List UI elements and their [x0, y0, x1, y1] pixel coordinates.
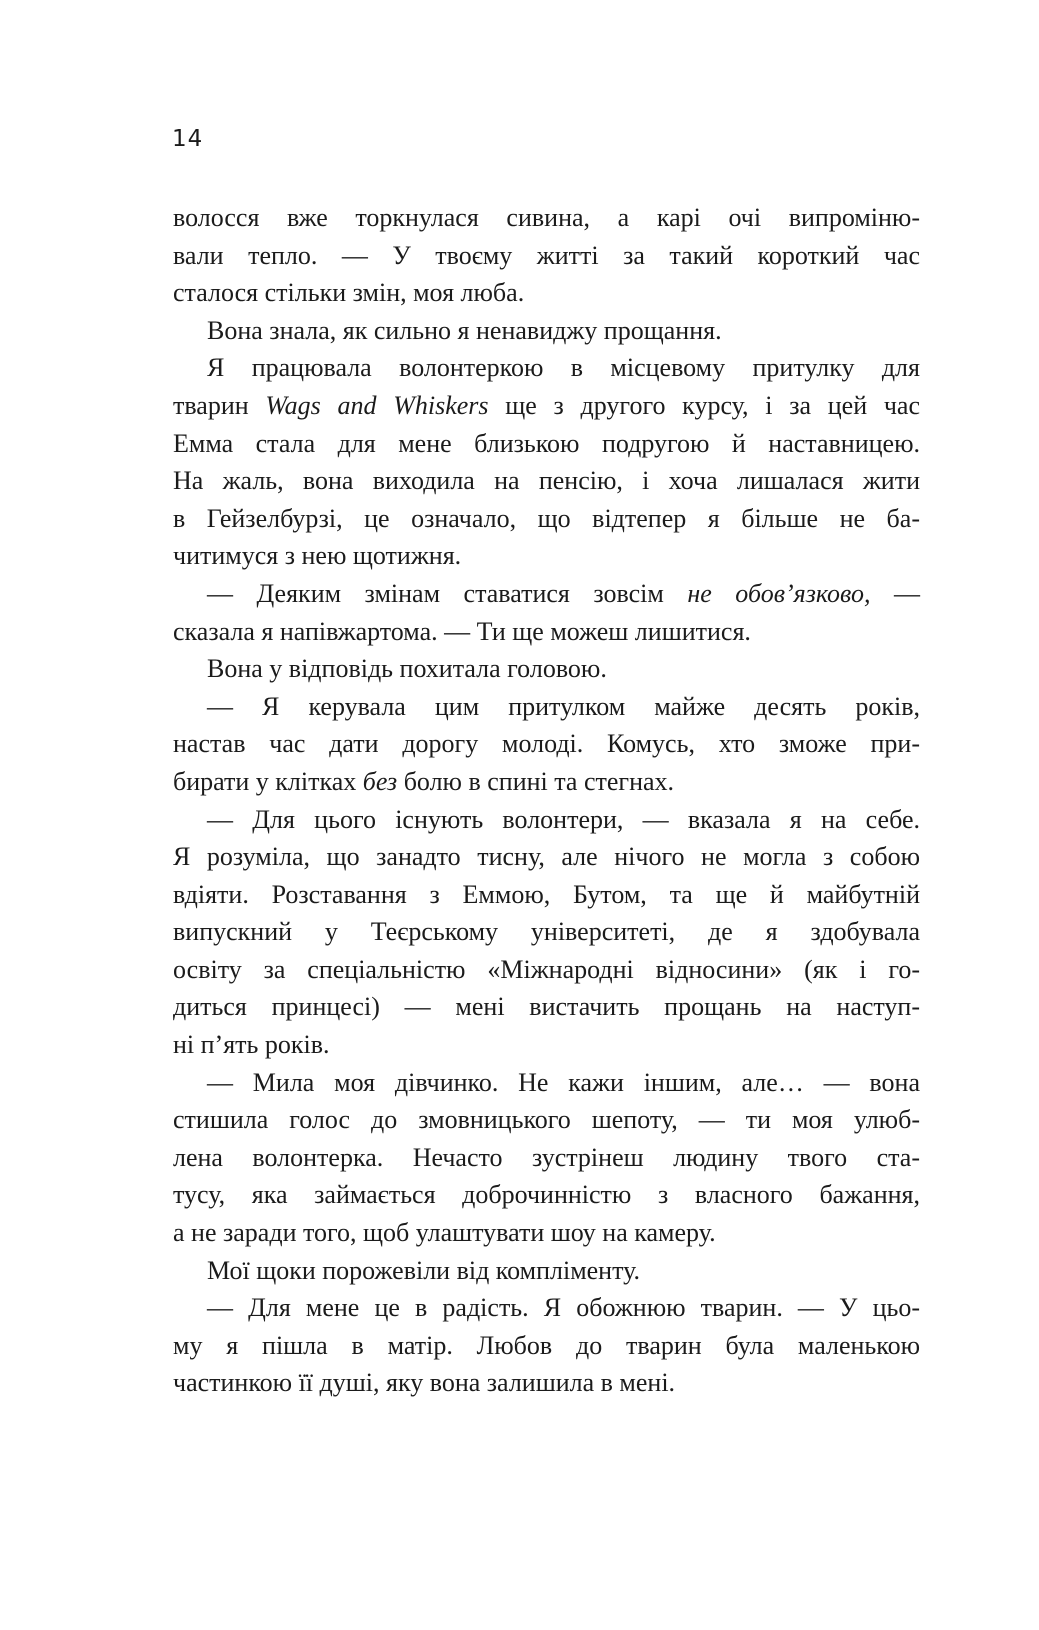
text-line — [173, 1026, 920, 1064]
text-segment: — — [870, 578, 920, 608]
text-segment: стишила голос до змовницького шепоту, — ти моя улюб- — [173, 1105, 920, 1135]
text-segment: випускний у Теєрському університеті, де я здобувала — [173, 917, 920, 947]
text-line — [173, 312, 920, 350]
text-segment: лена волонтерка. Нечасто зустрінеш людину твого ста- — [173, 1142, 920, 1172]
text-segment: Емма стала для мене близькою подругою й наставницею. — [173, 428, 920, 458]
italic-text-segment: не обов’язково, — [687, 578, 871, 608]
text-line — [173, 349, 920, 387]
text-line — [173, 763, 920, 801]
text-line — [173, 537, 920, 575]
text-segment: освіту за спеціальністю «Міжнародні відносини» (як і го- — [173, 954, 920, 984]
text-line — [173, 988, 920, 1026]
text-segment: — Деяким змінам ставатися зовсім — [207, 578, 688, 608]
text-block — [173, 199, 920, 1402]
text-segment: — Я керувала цим притулком майже десять років, — [207, 691, 920, 721]
text-line — [173, 951, 920, 989]
paragraph — [173, 650, 920, 688]
text-segment: Мої щоки порожевіли від компліменту. — [207, 1255, 641, 1285]
text-segment: болю в спині та стегнах. — [397, 766, 675, 796]
text-line — [173, 613, 920, 651]
paragraph — [173, 199, 920, 312]
text-line — [173, 801, 920, 839]
text-line — [173, 1364, 920, 1402]
text-line — [173, 1139, 920, 1177]
text-segment: частинкою її душі, яку вона залишила в мені. — [173, 1368, 676, 1398]
paragraph — [173, 1289, 920, 1402]
text-segment: сказала я напівжартома. — Ти ще можеш лишитися. — [173, 616, 751, 646]
paragraph — [173, 349, 920, 575]
text-line — [173, 274, 920, 312]
text-line — [173, 876, 920, 914]
text-segment: му я пішла в матір. Любов до тварин була маленькою — [173, 1330, 920, 1360]
text-segment: Я працювала волонтеркою в місцевому притулку для — [207, 353, 920, 383]
text-segment: ще з другого курсу, і за цей час — [488, 390, 920, 420]
text-segment: — Для мене це в радість. Я обожнюю тварин. — У цьо- — [207, 1293, 920, 1323]
text-segment: бирати у клітках — [173, 766, 363, 796]
text-segment: ні п’ять років. — [173, 1030, 330, 1060]
paragraph — [173, 575, 920, 650]
text-line — [173, 199, 920, 237]
page-number: 14 — [172, 126, 204, 152]
text-line — [173, 913, 920, 951]
text-segment: тусу, яка займається доброчинністю з власного бажання, — [173, 1180, 920, 1210]
paragraph — [173, 1252, 920, 1290]
text-segment: Вона у відповідь похитала головою. — [207, 654, 607, 684]
text-line — [173, 688, 920, 726]
text-segment: читимуся з нею щотижня. — [173, 541, 462, 571]
text-line — [173, 838, 920, 876]
text-line — [173, 500, 920, 538]
text-line — [173, 387, 920, 425]
text-segment: На жаль, вона виходила на пенсію, і хоча лишалася жити — [173, 466, 920, 496]
text-segment: а не заради того, щоб улаштувати шоу на камеру. — [173, 1218, 716, 1248]
italic-text-segment: Wags and Whiskers — [265, 390, 489, 420]
text-segment: — Мила моя дівчинко. Не кажи іншим, але… — вона — [207, 1067, 920, 1097]
text-segment: — Для цього існують волонтери, — вказала я на себе. — [207, 804, 920, 834]
text-line — [173, 1101, 920, 1139]
text-segment: диться принцесі) — мені вистачить прощань на наступ- — [173, 992, 920, 1022]
text-line — [173, 1289, 920, 1327]
text-segment: тварин — [173, 390, 266, 420]
text-line — [173, 425, 920, 463]
text-line — [173, 575, 920, 613]
paragraph — [173, 688, 920, 801]
text-line — [173, 725, 920, 763]
text-line — [173, 1064, 920, 1102]
text-segment: в Гейзелбурзі, це означало, що відтепер я більше не ба- — [173, 503, 920, 533]
text-segment: настав час дати дорогу молоді. Комусь, хто зможе при- — [173, 729, 920, 759]
text-segment: Вона знала, як сильно я ненавиджу прощання. — [207, 315, 722, 345]
text-line — [173, 1176, 920, 1214]
text-line — [173, 1252, 920, 1290]
text-segment: вали тепло. — У твоєму житті за такий короткий час — [173, 240, 920, 270]
text-line — [173, 1327, 920, 1365]
text-line — [173, 462, 920, 500]
paragraph — [173, 1064, 920, 1252]
text-segment: волосся вже торкнулася сивина, а карі очі випроміню- — [173, 203, 920, 232]
text-segment: сталося стільки змін, моя люба. — [173, 278, 525, 308]
paragraph — [173, 312, 920, 350]
paragraph — [173, 801, 920, 1064]
italic-text-segment: без — [362, 766, 398, 796]
text-line — [173, 650, 920, 688]
text-line — [173, 237, 920, 275]
text-segment: вдіяти. Розставання з Еммою, Бутом, та ще й майбутній — [173, 879, 920, 909]
text-line — [173, 1214, 920, 1252]
text-segment: Я розуміла, що занадто тисну, але нічого не могла з собою — [173, 842, 920, 872]
